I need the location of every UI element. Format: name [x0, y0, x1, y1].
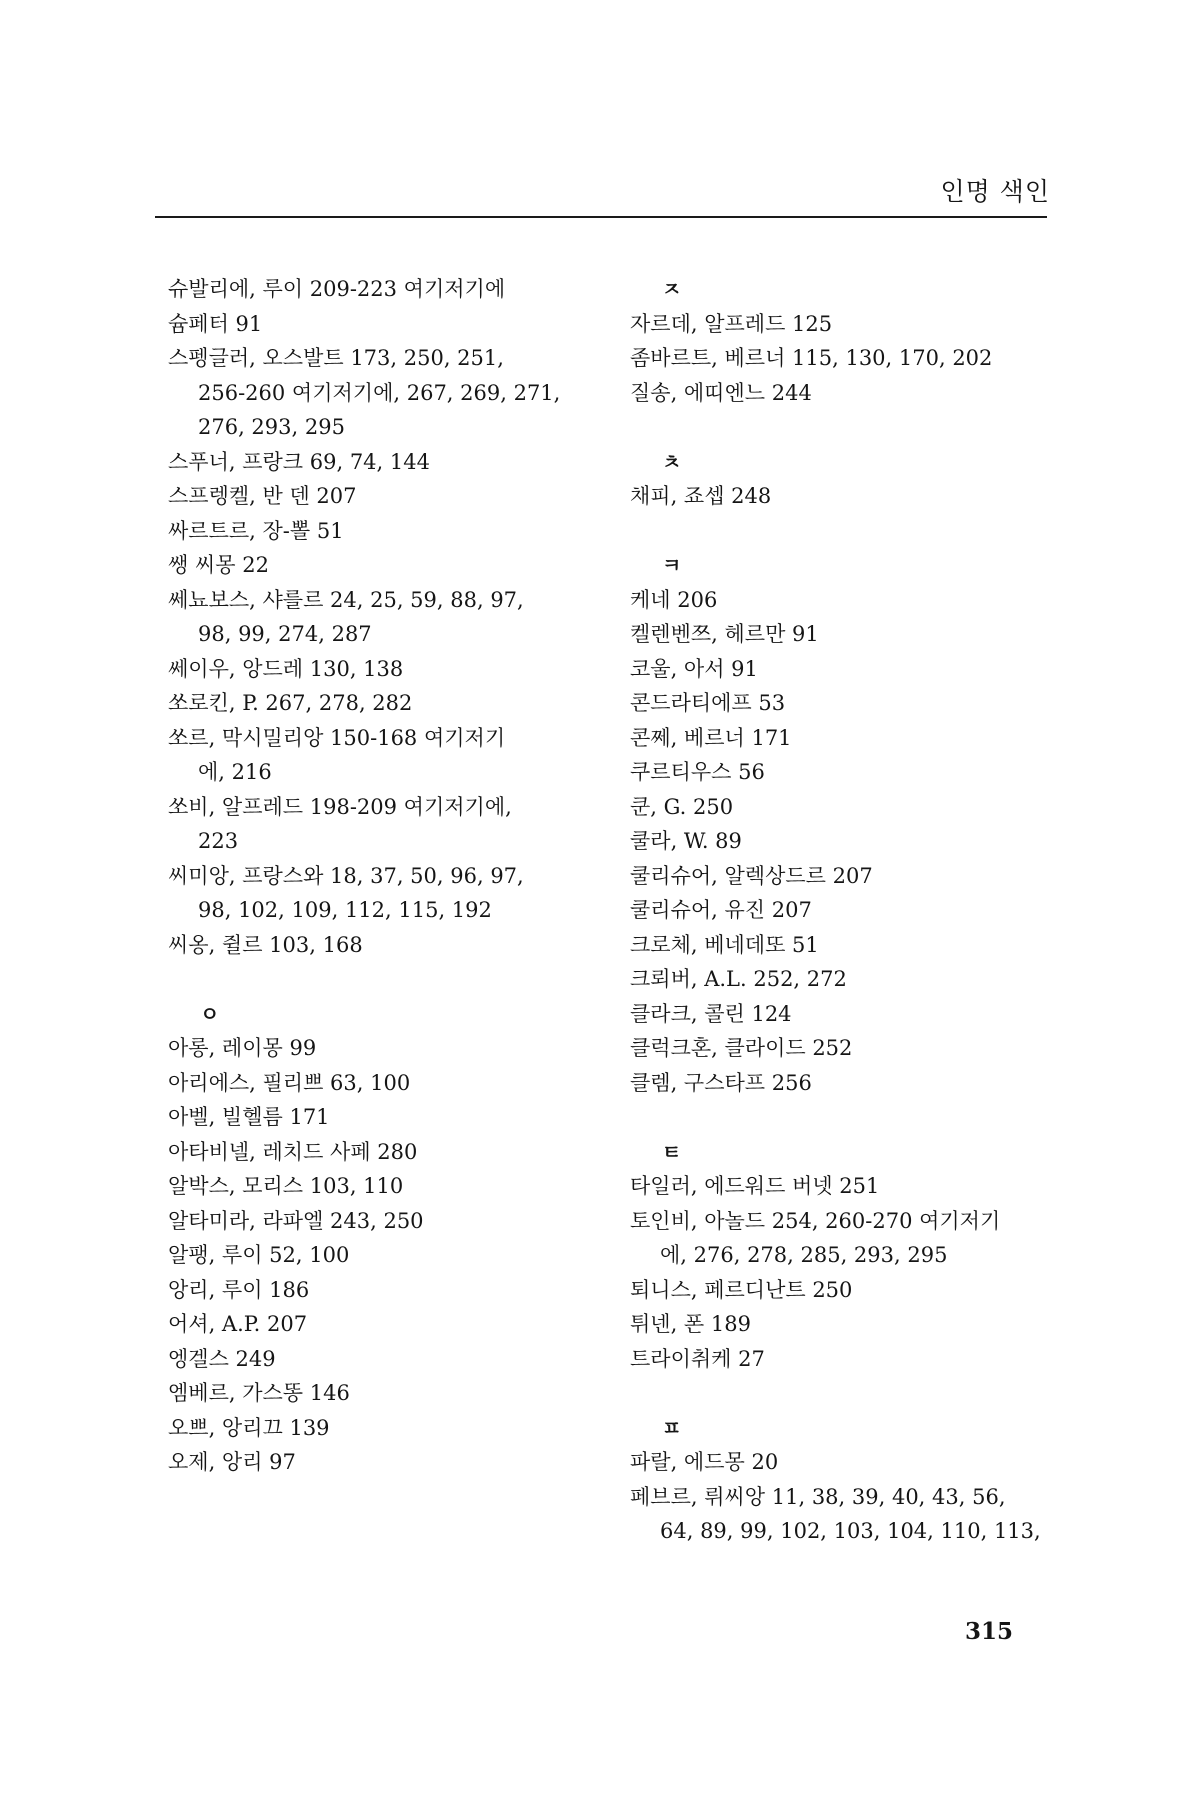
index-entry: 쿠르티우스 56: [630, 760, 765, 784]
running-head: 인명 색인: [940, 177, 1050, 206]
section-letter-heading: ㅊ: [662, 449, 682, 474]
index-entry: 크로체, 베네데또 51: [630, 932, 819, 957]
index-entry: 타일러, 에드워드 버넷 251: [630, 1174, 880, 1198]
index-entry: 페브르, 뤼씨앙 11, 38, 39, 40, 43, 56,: [630, 1484, 1006, 1509]
blank-line: [630, 1100, 1070, 1135]
index-entry: 아벨, 빌헬름 171: [168, 1105, 330, 1129]
index-entry: 싸르트르, 장-뽈 51: [168, 518, 344, 543]
index-entry: 튀넨, 폰 189: [630, 1312, 751, 1336]
index-entry-continuation: 64, 89, 99, 102, 103, 104, 110, 113,: [660, 1519, 1041, 1543]
index-entry: 슘페터 91: [168, 311, 263, 336]
index-entry: 코울, 아서 91: [630, 656, 758, 681]
index-entry: 쏘로킨, P. 267, 278, 282: [168, 691, 413, 715]
section-letter-heading: ㅍ: [662, 1415, 682, 1440]
index-entry: 트라이취케 27: [630, 1346, 765, 1371]
index-entry-continuation: 98, 99, 274, 287: [198, 622, 372, 646]
index-entry: 알박스, 모리스 103, 110: [168, 1174, 404, 1198]
index-entry: 쿨리슈어, 유진 207: [630, 898, 812, 922]
index-entry-continuation: 98, 102, 109, 112, 115, 192: [198, 898, 492, 922]
index-entry: 엠베르, 가스똥 146: [168, 1381, 350, 1405]
index-entry: 퇴니스, 페르디난트 250: [630, 1277, 853, 1302]
index-entry: 좀바르트, 베르너 115, 130, 170, 202: [630, 346, 993, 370]
index-entry: 씨옹, 쥘르 103, 168: [168, 932, 363, 957]
index-entry: 스펭글러, 오스발트 173, 250, 251,: [168, 346, 504, 370]
section-letter-heading: ㅇ: [200, 1001, 220, 1026]
index-entry-continuation: 223: [198, 829, 239, 853]
index-entry: 켈렌벤쯔, 헤르만 91: [630, 622, 819, 646]
index-entry: 클렘, 구스타프 256: [630, 1070, 812, 1095]
page-number: 315: [965, 1618, 1014, 1645]
index-entry-continuation: 256-260 여기저기에, 267, 269, 271,: [198, 380, 561, 405]
index-entry: 씨미앙, 프랑스와 18, 37, 50, 96, 97,: [168, 863, 524, 888]
index-entry: 크뢰버, A.L. 252, 272: [630, 967, 847, 991]
index-entry: 쎄이우, 앙드레 130, 138: [168, 656, 404, 681]
index-entry: 스푸너, 프랑크 69, 74, 144: [168, 449, 430, 474]
index-entry: 쏘르, 막시밀리앙 150-168 여기저기: [168, 725, 506, 750]
blank-line: [168, 962, 608, 997]
index-entry: 어셔, A.P. 207: [168, 1312, 308, 1336]
index-entry: 스프렝켈, 반 덴 207: [168, 484, 357, 508]
index-entry: 아타비넬, 레치드 사페 280: [168, 1139, 418, 1164]
index-entry: 질송, 에띠엔느 244: [630, 380, 812, 405]
index-entry: 슈발리에, 루이 209-223 여기저기에: [168, 277, 506, 301]
header-rule: [155, 216, 1047, 218]
index-entry: 쏘비, 알프레드 198-209 여기저기에,: [168, 794, 512, 819]
index-entry: 오쁘, 앙리끄 139: [168, 1415, 330, 1440]
index-column-right: [630, 272, 1070, 1549]
index-entry: 채피, 죠셉 248: [630, 484, 772, 508]
index-entry-continuation: 에, 216: [198, 760, 272, 784]
index-entry: 쌩 씨몽 22: [168, 553, 269, 577]
index-entry-continuation: 276, 293, 295: [198, 415, 345, 439]
index-entry: 클럭크혼, 클라이드 252: [630, 1036, 853, 1060]
index-entry: 파랄, 에드몽 20: [630, 1450, 779, 1474]
index-entry-continuation: 에, 276, 278, 285, 293, 295: [660, 1243, 948, 1267]
index-entry: 쿨리슈어, 알렉상드르 207: [630, 863, 873, 888]
index-entry: 콘쩨, 베르너 171: [630, 725, 792, 750]
index-entry: 알타미라, 라파엘 243, 250: [168, 1208, 424, 1233]
index-entry: 콘드라티에프 53: [630, 691, 786, 715]
index-entry: 아롱, 레이몽 99: [168, 1036, 317, 1060]
index-entry: 쿨라, W. 89: [630, 829, 742, 853]
blank-line: [630, 514, 1070, 549]
index-entry: 케네 206: [630, 587, 718, 612]
section-letter-heading: ㅌ: [662, 1139, 682, 1164]
index-column-left: [168, 272, 608, 1480]
index-entry: 클라크, 콜린 124: [630, 1001, 792, 1026]
index-entry: 자르데, 알프레드 125: [630, 311, 833, 336]
blank-line: [630, 1376, 1070, 1411]
blank-line: [630, 410, 1070, 445]
section-letter-heading: ㅈ: [662, 277, 682, 301]
index-entry: 쿤, G. 250: [630, 794, 734, 819]
index-entry: 아리에스, 필리쁘 63, 100: [168, 1070, 411, 1095]
index-entry: 엥겔스 249: [168, 1346, 276, 1371]
index-entry: 알팽, 루이 52, 100: [168, 1243, 350, 1267]
index-entry: 토인비, 아놀드 254, 260-270 여기저기: [630, 1208, 1001, 1233]
section-letter-heading: ㅋ: [662, 553, 682, 577]
index-entry: 앙리, 루이 186: [168, 1277, 310, 1302]
index-entry: 쎄뇨보스, 샤를르 24, 25, 59, 88, 97,: [168, 587, 524, 612]
index-entry: 오제, 앙리 97: [168, 1450, 296, 1474]
